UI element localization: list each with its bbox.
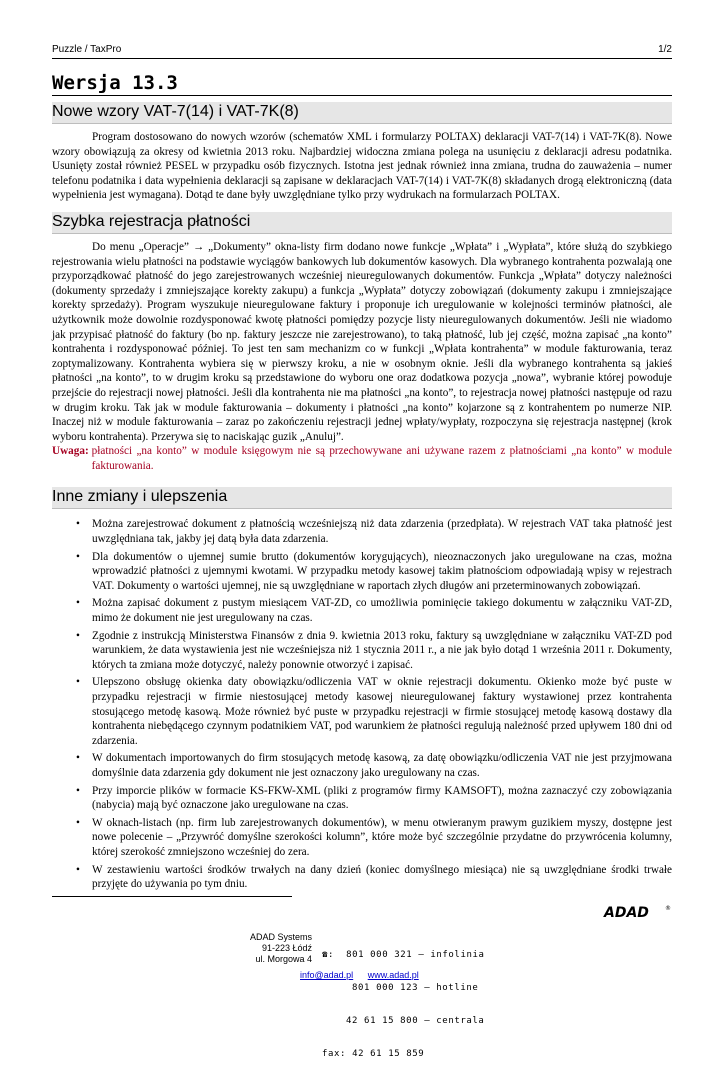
section-heading-vat: Nowe wzory VAT-7(14) i VAT-7K(8) [52, 102, 672, 124]
bullet-icon: • [76, 676, 80, 689]
section-heading-payments: Szybka rejestracja płatności [52, 212, 672, 234]
document-title: Wersja 13.3 [52, 72, 672, 96]
bullet-icon: • [76, 629, 80, 642]
list-item-text: Dla dokumentów o ujemnej sumie brutto (dokumentów korygujących), nieoznaczonych jako uregulowane na czas, można wprowadzić płatności z ujemnymi kwotami. W przypadku metody kasowej takim płatnościom odpowiadają wpisy w rejestrach VAT. Dokumenty o wartości ujemnej, nie są uwzględniane w raportach złych długów ani przeterminowanych zobowiązań. [92, 550, 672, 592]
list-item [52, 751, 672, 780]
list-item-text: Przy imporcie plików w formacie KS-FKW-XML (pliki z programów firmy KAMSOFT), można zaznaczyć czy zobowiązania (nabycia) mają być oznaczone jako uregulowane na czas. [92, 784, 672, 812]
bullet-icon: • [76, 816, 80, 829]
list-item-text: W dokumentach importowanych do firm stosujących metodę kasową, za datę obowiązku/odliczenia VAT nie jest przyjmowana domyślnie data zdarzenia gdy dokument nie jest oznaczony jako uregulowany na czas. [92, 752, 672, 779]
company-postal: 91-223 Łódź [261, 943, 312, 953]
bullet-icon: • [76, 597, 80, 610]
page-header [52, 44, 672, 59]
section-heading-other: Inne zmiany i ulepszenia [52, 487, 672, 509]
warning-note [52, 444, 672, 473]
email-link[interactable]: info@adad.pl [300, 970, 354, 980]
document-page [52, 44, 672, 897]
list-item-text: Zgodnie z instrukcją Ministerstwa Finansów z dnia 9. kwietnia 2013 roku, faktury są uwzględniane w załączniku VAT-ZD pod warunkiem, że data wystawienia jest nie wcześniejsza niż 1 stycznia 2011 r., a nie jak było dotąd 1 września 2011 r. Dokumenty, których ta zmiana może dotyczyć, należy ponownie otworzyć i zapisać. [92, 629, 672, 671]
list-item-text: W oknach-listach (np. firm lub zarejestrowanych dokumentów), w menu otwieranym prawym guzikiem myszy, dostępne jest nowe polecenie – „Przywróć domyślne szerokości kolumn”, które może być szczególnie przydatne do przywrócenia kolumny, której szerokość zmniejszono wcześniej do zera. [92, 816, 672, 858]
section-text-payments: Do menu „Operacje” → „Dokumenty” okna-listy firm dodano nowe funkcje „Wpłata” i „Wypłata”, które służą do szybkiego rejestrowania wielu płatności na podstawie wyciągów bankowych lub dokumentów kasowych. Dla wybranego kontrahenta pozwalają one przyporządkować płatność do jego zarejestrowanych wcześniej nieuregulowanych dokumentów. Funkcja „Wpłata” dotyczy należności (dokumenty sprzedaży i zmniejszające korekty zakupu) a funkcja „Wypłata” dotyczy zobowiązań (dokumenty zakupu i zmniejszające korekty sprzedaży). Program wyszukuje nieuregulowane faktury i proponuje ich uregulowanie w kolejności terminów płatności, ale użytkownik może dowolnie rozdysponować kwotę płatności pomiędzy pozycje listy nieuregulowanych dokumentów. Jeśli nie wiadomo jak przypisać płatność do faktury (bo np. faktury jeszcze nie zarejestrowano), to taką płatność, lub jej część, można zapisać „na konto” kontrahenta i rozdysponować później. To jest ten sam mechanizm co w funkcji „Wpłata kontrahenta” w module fakturowania, teraz zoptymalizowany. Kontrahenta wybiera się w pierwszy kroku, a nie w osobnym oknie. Jeśli dla wybranego kontrahenta są jakieś płatności „na konto”, to w drugim kroku są przedstawione do wyboru one oraz dodatkowa pozycja „nowa”, wybranie której powoduje przejście do rejestracji nowej płatności. Jeśli dla kontrahenta nie ma płatności „na konto”, to rejestracja nowej płatności następuje od razu w drugim kroku. Tak jak w module fakturowania – dokumenty i płatności „na konto” kojarzone są z kontrahentem po numerze NIP. Inaczej niż w module fakturowania – zaraz po zakończeniu rejestracji jednej wpłaty/wypłaty, rozpoczyna się rejestracja następnej (krok wyboru kontrahenta). Przerywa się to naciskając guzik „Anuluj”. [52, 240, 672, 443]
list-item [52, 675, 672, 748]
list-item [52, 517, 672, 546]
bullet-icon: • [76, 518, 80, 531]
list-item [52, 629, 672, 673]
section-text-vat: Program dostosowano do nowych wzorów (schematów XML i formularzy POLTAX) deklaracji VAT-7(14) i VAT-7K(8). Nowe wzory obowiązują za okresy od kwietnia 2013 roku. Najbardziej widoczna zmiana polega na usunięciu z deklaracji adresu podatnika. Usunięty został również PESEL w przypadku osób fizycznych. Istotna jest jednak również inna zmiana, trudna do zauważenia – numer telefonu podatnika i data wypełnienia deklaracji są zapisane w deklaracjach VAT-7(14) i VAT-7K(8) składanych drogą elektroniczną (data wypełnienia jest wymagana). Dotąd te dane były uwzględniane tylko przy wydrukach na formularzach POLTAX. [52, 131, 672, 202]
list-item [52, 863, 672, 892]
list-item-text: Można zapisać dokument z pustym miesiącem VAT-ZD, co umożliwia pominięcie takiego dokumentu w załączniku VAT-ZD, mimo że dokument nie jest uregulowany na czas. [92, 597, 672, 625]
list-item-text: Można zarejestrować dokument z płatnością wcześniejszą niż data zdarzenia (przedpłata). W rejestrach VAT taka płatność jest uwzględniana tak, jakby jej datą była data zdarzenia. [92, 518, 672, 546]
logo-wordmark: ADAD [604, 905, 649, 921]
footer-divider [52, 896, 292, 897]
warning-text: płatności „na konto” w module księgowym nie są przechowywane ani używane razem z płatnościami „na konto” w module fakturowania. [91, 445, 672, 472]
company-street: ul. Morgowa 4 [255, 954, 312, 964]
list-item [52, 596, 672, 625]
changes-list [52, 517, 672, 891]
footer-address [248, 932, 312, 965]
list-item-text: W zestawieniu wartości środków trwałych na dany dzień (koniec domyślnego miesiąca) nie są uwzględniane środki trwałe przyjęte do używania po tym dniu. [92, 863, 672, 891]
company-name: ADAD Systems [249, 932, 312, 942]
warning-label: Uwaga: [52, 445, 89, 458]
phone-icon: ☎: [322, 950, 335, 960]
logo-registered-mark: ® [665, 905, 671, 912]
fax-number: fax: 42 61 15 859 [322, 1049, 425, 1059]
list-item [52, 816, 672, 860]
bullet-icon: • [76, 863, 80, 876]
bullet-icon: • [76, 752, 80, 765]
website-link[interactable]: www.adad.pl [367, 970, 419, 980]
bullet-icon: • [76, 550, 80, 563]
phone-centrala: 42 61 15 800 – centrala [346, 1016, 485, 1026]
list-item [52, 550, 672, 594]
phone-hotline: 801 000 123 – hotline [352, 983, 479, 993]
header-product: Puzzle / TaxPro [52, 44, 122, 55]
list-item [52, 784, 672, 813]
phone-infolinia: 801 000 321 – infolinia [346, 950, 485, 960]
adad-logo [604, 904, 670, 920]
bullet-icon: • [76, 784, 80, 797]
list-item-text: Ulepszono obsługę okienka daty obowiązku/odliczenia VAT w oknie rejestracji dokumentu. Okienko może być puste w przypadku rejestracji w firmie niestosującej metody kasowej nieuregulowanej faktury wystawionej przez kontrahenta stosującego metodę kasową. Może również być puste w przypadku rejestracji w firmie stosującej metodę kasową dostawy dla kontrahenta niebędącego czynnym podatnikiem VAT, pod warunkiem że płatności regulują należność przed upływem 180 dni od zdarzenia. [92, 676, 672, 747]
header-page-number: 1/2 [658, 44, 672, 55]
footer-links [300, 970, 431, 980]
footer-phones [322, 928, 485, 1082]
